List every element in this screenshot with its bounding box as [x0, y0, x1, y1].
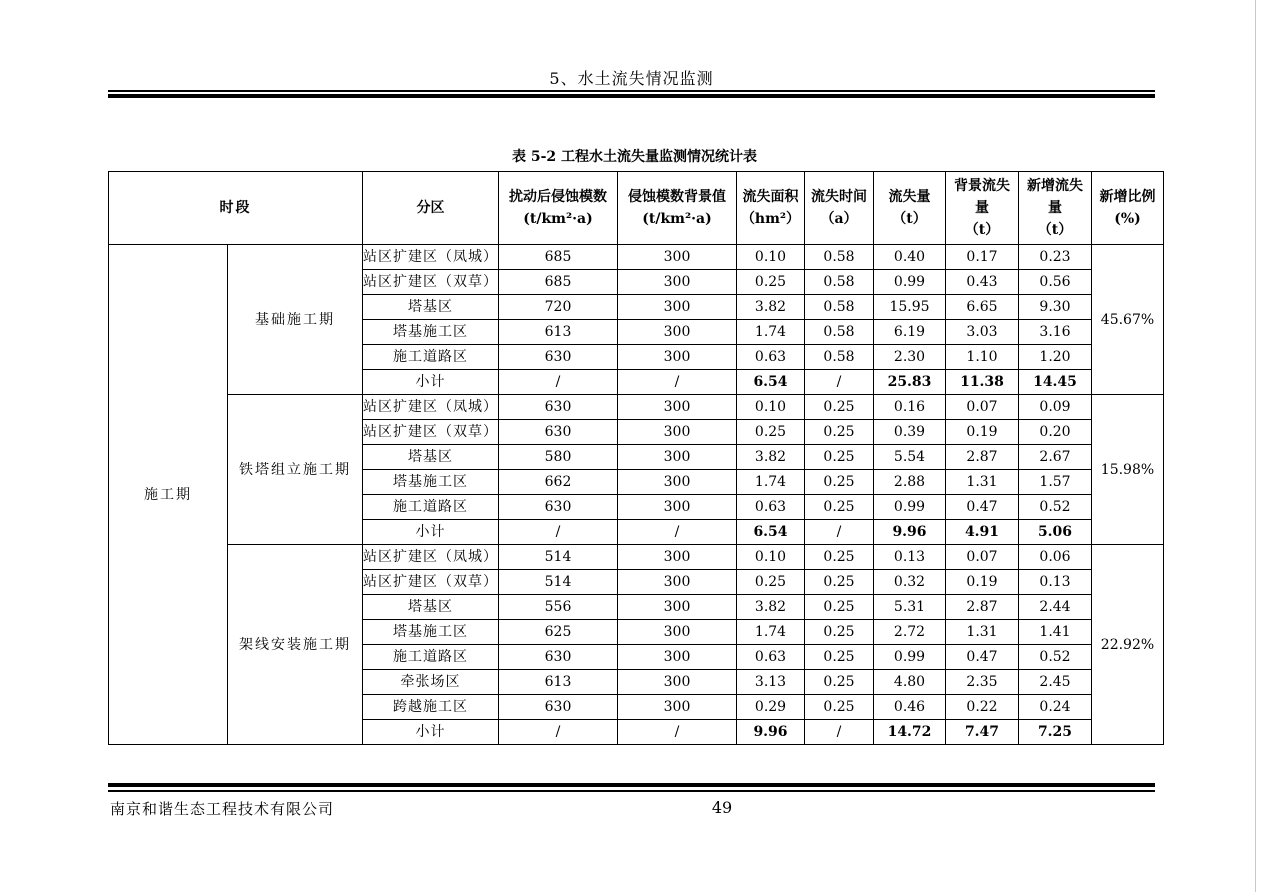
new-loss-cell: 0.56 — [1019, 270, 1092, 295]
zone-cell: 站区扩建区（双草） — [363, 570, 499, 595]
new-loss-cell: 0.24 — [1019, 695, 1092, 720]
modulus-after-cell: 514 — [499, 545, 618, 570]
header-loss: 流失量 （t） — [874, 172, 946, 245]
time-cell: 0.25 — [805, 620, 874, 645]
time-cell: 0.25 — [805, 420, 874, 445]
zone-cell: 施工道路区 — [363, 345, 499, 370]
new-loss-cell: 0.09 — [1019, 395, 1092, 420]
bg-loss-cell: 0.22 — [946, 695, 1019, 720]
zone-cell: 塔基区 — [363, 295, 499, 320]
bg-loss-cell: 2.87 — [946, 595, 1019, 620]
modulus-bg-cell: 300 — [618, 645, 737, 670]
header-area: 流失面积 （hm²） — [737, 172, 805, 245]
area-cell: 0.29 — [737, 695, 805, 720]
modulus-bg-cell: 300 — [618, 295, 737, 320]
loss-cell: 6.19 — [874, 320, 946, 345]
time-cell: 0.25 — [805, 670, 874, 695]
loss-cell: 2.88 — [874, 470, 946, 495]
loss-cell: 0.99 — [874, 645, 946, 670]
header-bg-loss: 背景流失 量 （t） — [946, 172, 1019, 245]
new-loss-cell: 0.52 — [1019, 495, 1092, 520]
area-cell: 0.10 — [737, 395, 805, 420]
modulus-after-cell: / — [499, 720, 618, 745]
phase-cell: 架线安装施工期 — [228, 545, 363, 745]
subtotal-label: 小计 — [363, 720, 499, 745]
header-period: 时段 — [109, 172, 363, 245]
subtotal-label: 小计 — [363, 370, 499, 395]
zone-cell: 牵张场区 — [363, 670, 499, 695]
bg-loss-cell: 11.38 — [946, 370, 1019, 395]
header-time: 流失时间 （a） — [805, 172, 874, 245]
ratio-cell: 22.92% — [1092, 545, 1164, 745]
time-cell: 0.25 — [805, 645, 874, 670]
area-cell: 3.82 — [737, 595, 805, 620]
new-loss-cell: 3.16 — [1019, 320, 1092, 345]
area-cell: 0.63 — [737, 345, 805, 370]
header-rule-thick — [108, 94, 1155, 98]
bg-loss-cell: 1.10 — [946, 345, 1019, 370]
time-cell: 0.25 — [805, 545, 874, 570]
modulus-bg-cell: 300 — [618, 445, 737, 470]
modulus-after-cell: 630 — [499, 395, 618, 420]
time-cell: 0.25 — [805, 570, 874, 595]
loss-cell: 0.13 — [874, 545, 946, 570]
new-loss-cell: 0.06 — [1019, 545, 1092, 570]
modulus-bg-cell: 300 — [618, 395, 737, 420]
modulus-after-cell: / — [499, 370, 618, 395]
table-header-row — [109, 172, 1164, 245]
new-loss-cell: 0.52 — [1019, 645, 1092, 670]
header-new-loss: 新增流失 量 （t） — [1019, 172, 1092, 245]
loss-cell: 4.80 — [874, 670, 946, 695]
zone-cell: 塔基施工区 — [363, 470, 499, 495]
bg-loss-cell: 0.07 — [946, 395, 1019, 420]
modulus-after-cell: / — [499, 520, 618, 545]
zone-cell: 站区扩建区（凤城） — [363, 245, 499, 270]
zone-cell: 站区扩建区（双草） — [363, 420, 499, 445]
bg-loss-cell: 0.19 — [946, 420, 1019, 445]
new-loss-cell: 2.45 — [1019, 670, 1092, 695]
modulus-bg-cell: 300 — [618, 420, 737, 445]
modulus-after-cell: 685 — [499, 270, 618, 295]
bg-loss-cell: 0.19 — [946, 570, 1019, 595]
zone-cell: 塔基施工区 — [363, 620, 499, 645]
bg-loss-cell: 1.31 — [946, 620, 1019, 645]
modulus-bg-cell: 300 — [618, 595, 737, 620]
bg-loss-cell: 0.47 — [946, 645, 1019, 670]
time-cell: / — [805, 370, 874, 395]
modulus-after-cell: 685 — [499, 245, 618, 270]
loss-cell: 5.54 — [874, 445, 946, 470]
time-cell: 0.25 — [805, 495, 874, 520]
area-cell: 0.25 — [737, 570, 805, 595]
area-cell: 0.25 — [737, 270, 805, 295]
bg-loss-cell: 2.35 — [946, 670, 1019, 695]
modulus-bg-cell: 300 — [618, 570, 737, 595]
modulus-after-cell: 580 — [499, 445, 618, 470]
loss-cell: 0.99 — [874, 270, 946, 295]
new-loss-cell: 0.23 — [1019, 245, 1092, 270]
time-cell: 0.25 — [805, 470, 874, 495]
modulus-bg-cell: 300 — [618, 345, 737, 370]
new-loss-cell: 1.20 — [1019, 345, 1092, 370]
loss-cell: 0.40 — [874, 245, 946, 270]
bg-loss-cell: 6.65 — [946, 295, 1019, 320]
time-cell: 0.58 — [805, 295, 874, 320]
bg-loss-cell: 4.91 — [946, 520, 1019, 545]
bg-loss-cell: 0.47 — [946, 495, 1019, 520]
modulus-bg-cell: 300 — [618, 670, 737, 695]
modulus-after-cell: 556 — [499, 595, 618, 620]
chapter-title: 5、水土流失情况监测 — [549, 69, 714, 88]
modulus-after-cell: 662 — [499, 470, 618, 495]
loss-cell: 0.16 — [874, 395, 946, 420]
header-modulus-after: 扰动后侵蚀模数 (t/km²·a) — [499, 172, 618, 245]
modulus-after-cell: 630 — [499, 695, 618, 720]
modulus-after-cell: 630 — [499, 420, 618, 445]
modulus-after-cell: 514 — [499, 570, 618, 595]
area-cell: 3.82 — [737, 295, 805, 320]
page-number: 49 — [711, 798, 733, 817]
area-cell: 0.25 — [737, 420, 805, 445]
zone-cell: 施工道路区 — [363, 645, 499, 670]
monitoring-stats-table — [108, 171, 1164, 745]
modulus-bg-cell: 300 — [618, 270, 737, 295]
zone-cell: 塔基区 — [363, 595, 499, 620]
loss-cell: 5.31 — [874, 595, 946, 620]
area-cell: 6.54 — [737, 370, 805, 395]
modulus-bg-cell: 300 — [618, 620, 737, 645]
header-zone: 分区 — [363, 172, 499, 245]
time-cell: 0.58 — [805, 320, 874, 345]
footer-rule-thin — [108, 790, 1155, 792]
zone-cell: 塔基施工区 — [363, 320, 499, 345]
loss-cell: 15.95 — [874, 295, 946, 320]
area-cell: 3.13 — [737, 670, 805, 695]
modulus-bg-cell: 300 — [618, 470, 737, 495]
zone-cell: 施工道路区 — [363, 495, 499, 520]
modulus-bg-cell: / — [618, 520, 737, 545]
time-cell: / — [805, 520, 874, 545]
modulus-bg-cell: / — [618, 720, 737, 745]
zone-cell: 站区扩建区（双草） — [363, 270, 499, 295]
header-rule-thin — [108, 90, 1155, 92]
phase-cell: 铁塔组立施工期 — [228, 395, 363, 545]
subtotal-label: 小计 — [363, 520, 499, 545]
table-row — [109, 545, 1164, 570]
time-cell: 0.25 — [805, 595, 874, 620]
zone-cell: 塔基区 — [363, 445, 499, 470]
new-loss-cell: 7.25 — [1019, 720, 1092, 745]
new-loss-cell: 9.30 — [1019, 295, 1092, 320]
new-loss-cell: 0.20 — [1019, 420, 1092, 445]
area-cell: 1.74 — [737, 470, 805, 495]
bg-loss-cell: 0.17 — [946, 245, 1019, 270]
modulus-after-cell: 613 — [499, 320, 618, 345]
footer-rule-thick — [108, 783, 1155, 787]
time-cell: 0.58 — [805, 345, 874, 370]
page-edge — [1255, 0, 1256, 892]
loss-cell: 2.72 — [874, 620, 946, 645]
zone-cell: 站区扩建区（凤城） — [363, 395, 499, 420]
loss-cell: 14.72 — [874, 720, 946, 745]
modulus-bg-cell: 300 — [618, 495, 737, 520]
bg-loss-cell: 1.31 — [946, 470, 1019, 495]
new-loss-cell: 2.44 — [1019, 595, 1092, 620]
modulus-after-cell: 630 — [499, 345, 618, 370]
time-cell: 0.25 — [805, 695, 874, 720]
modulus-after-cell: 613 — [499, 670, 618, 695]
area-cell: 0.63 — [737, 495, 805, 520]
new-loss-cell: 1.41 — [1019, 620, 1092, 645]
bg-loss-cell: 0.43 — [946, 270, 1019, 295]
ratio-cell: 45.67% — [1092, 245, 1164, 395]
area-cell: 3.82 — [737, 445, 805, 470]
area-cell: 0.10 — [737, 245, 805, 270]
modulus-after-cell: 630 — [499, 645, 618, 670]
zone-cell: 跨越施工区 — [363, 695, 499, 720]
table-caption: 表 5-2 工程水土流失量监测情况统计表 — [511, 149, 758, 165]
new-loss-cell: 0.13 — [1019, 570, 1092, 595]
modulus-bg-cell: 300 — [618, 320, 737, 345]
bg-loss-cell: 2.87 — [946, 445, 1019, 470]
area-cell: 0.63 — [737, 645, 805, 670]
loss-cell: 0.46 — [874, 695, 946, 720]
header-modulus-bg: 侵蚀模数背景值 (t/km²·a) — [618, 172, 737, 245]
modulus-after-cell: 625 — [499, 620, 618, 645]
phase-cell: 基础施工期 — [228, 245, 363, 395]
time-cell: 0.25 — [805, 445, 874, 470]
new-loss-cell: 14.45 — [1019, 370, 1092, 395]
loss-cell: 2.30 — [874, 345, 946, 370]
zone-cell: 站区扩建区（凤城） — [363, 545, 499, 570]
period-cell: 施工期 — [109, 245, 228, 745]
loss-cell: 9.96 — [874, 520, 946, 545]
loss-cell: 25.83 — [874, 370, 946, 395]
time-cell: / — [805, 720, 874, 745]
area-cell: 0.10 — [737, 545, 805, 570]
table-row — [109, 245, 1164, 270]
loss-cell: 0.32 — [874, 570, 946, 595]
area-cell: 1.74 — [737, 320, 805, 345]
new-loss-cell: 5.06 — [1019, 520, 1092, 545]
modulus-after-cell: 630 — [499, 495, 618, 520]
area-cell: 9.96 — [737, 720, 805, 745]
time-cell: 0.25 — [805, 395, 874, 420]
bg-loss-cell: 3.03 — [946, 320, 1019, 345]
area-cell: 6.54 — [737, 520, 805, 545]
bg-loss-cell: 0.07 — [946, 545, 1019, 570]
ratio-cell: 15.98% — [1092, 395, 1164, 545]
time-cell: 0.58 — [805, 245, 874, 270]
modulus-bg-cell: 300 — [618, 695, 737, 720]
area-cell: 1.74 — [737, 620, 805, 645]
header-ratio: 新增比例 (%) — [1092, 172, 1164, 245]
company-name: 南京和谐生态工程技术有限公司 — [110, 800, 335, 818]
new-loss-cell: 2.67 — [1019, 445, 1092, 470]
loss-cell: 0.99 — [874, 495, 946, 520]
new-loss-cell: 1.57 — [1019, 470, 1092, 495]
modulus-after-cell: 720 — [499, 295, 618, 320]
modulus-bg-cell: / — [618, 370, 737, 395]
modulus-bg-cell: 300 — [618, 245, 737, 270]
table-row — [109, 395, 1164, 420]
time-cell: 0.58 — [805, 270, 874, 295]
bg-loss-cell: 7.47 — [946, 720, 1019, 745]
modulus-bg-cell: 300 — [618, 545, 737, 570]
loss-cell: 0.39 — [874, 420, 946, 445]
